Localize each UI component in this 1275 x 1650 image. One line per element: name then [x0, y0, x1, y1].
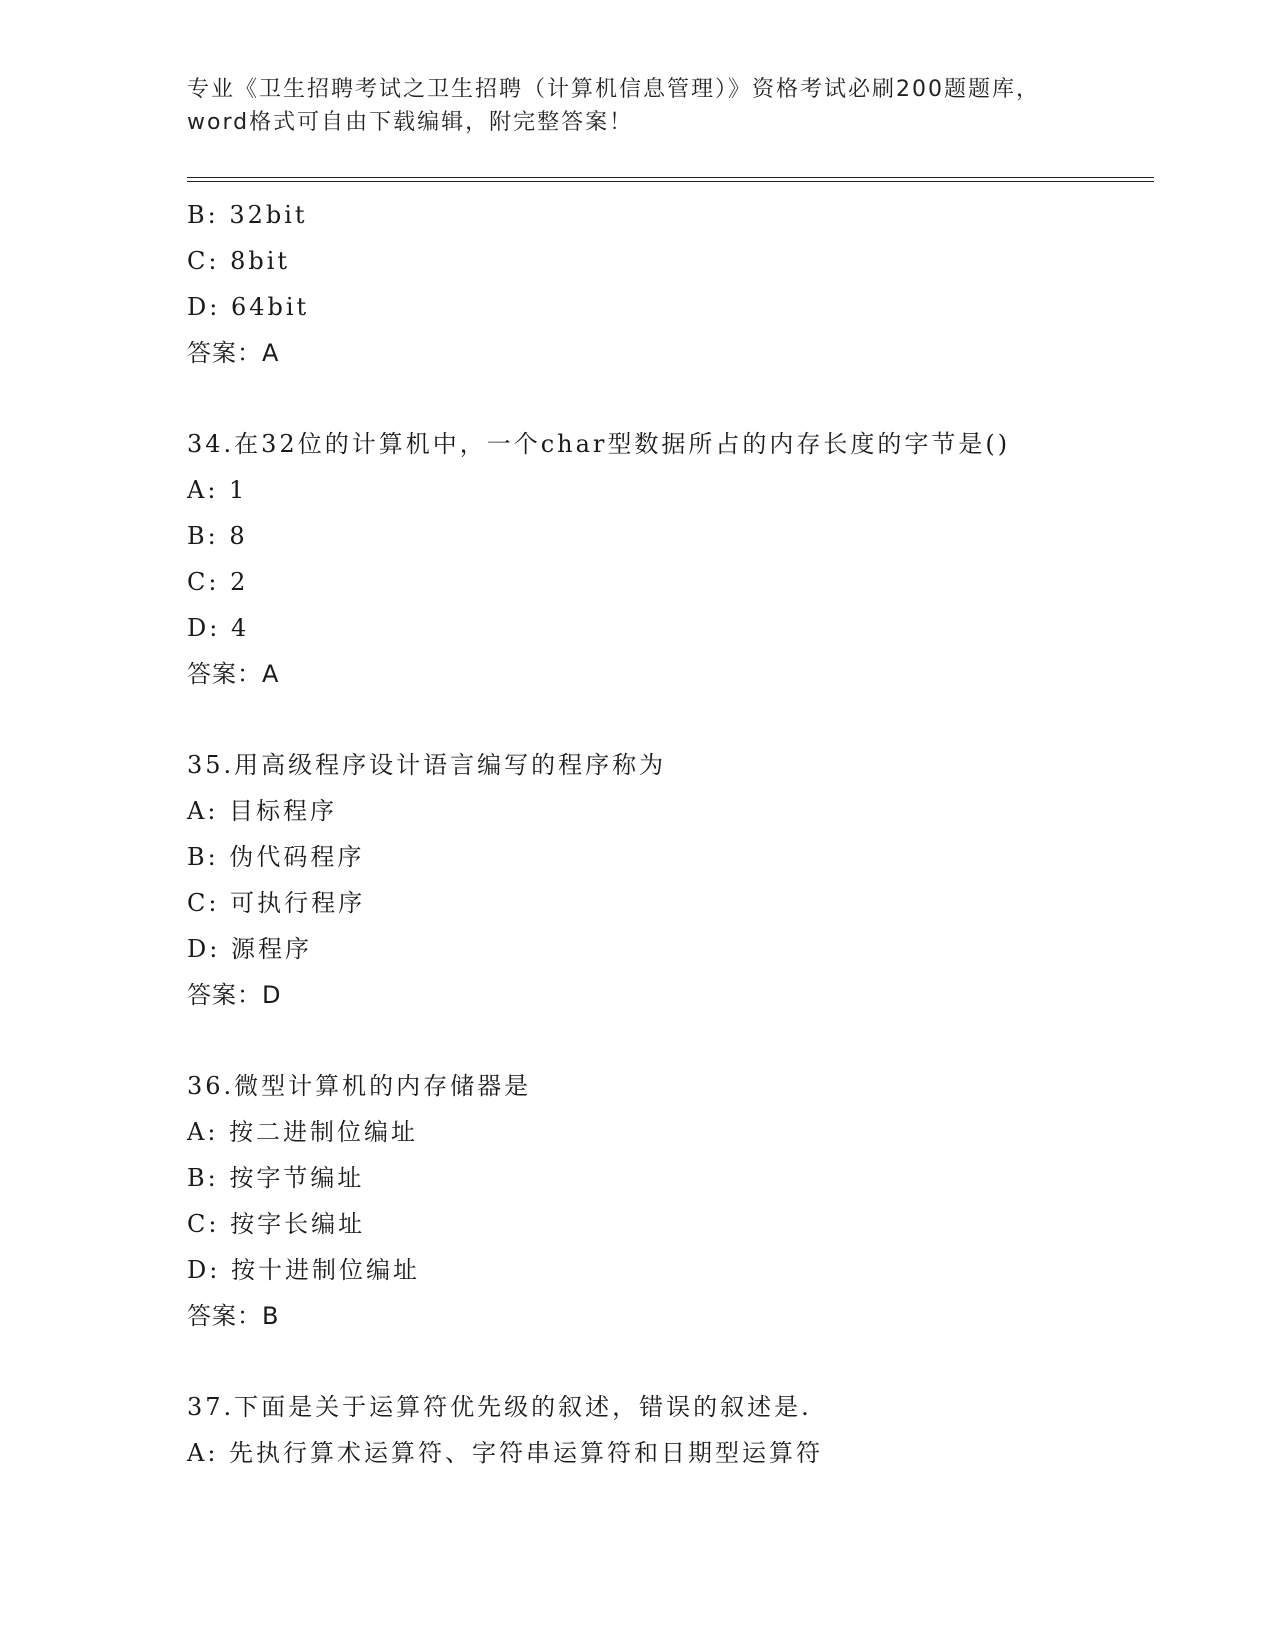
header-title-line-2: word格式可自由下载编辑，附完整答案！	[187, 110, 634, 135]
option-a: A: 1	[187, 476, 248, 504]
document-header	[187, 73, 1087, 139]
question-34	[187, 421, 1147, 697]
answer-line: 答案：A	[187, 339, 280, 367]
question-list	[187, 192, 1147, 1476]
question-stem: 34.在32位的计算机中，一个char型数据所占的内存长度的字节是()	[187, 430, 1011, 458]
option-d: D: 按十进制位编址	[187, 1256, 420, 1284]
option-d: D: 64bit	[187, 293, 310, 321]
option-b: B: 32bit	[187, 201, 308, 229]
option-a: A: 按二进制位编址	[187, 1118, 419, 1146]
answer-line: 答案：A	[187, 660, 280, 688]
answer-line: 答案：D	[187, 981, 282, 1009]
option-a: A: 先执行算术运算符、字符串运算符和日期型运算符	[187, 1439, 824, 1467]
question-stem: 37.下面是关于运算符优先级的叙述，错误的叙述是.	[187, 1393, 812, 1421]
answer-line: 答案：B	[187, 1302, 280, 1330]
question-36	[187, 1063, 1147, 1339]
option-b: B: 伪代码程序	[187, 843, 365, 871]
header-title-line-1: 专业《卫生招聘考试之卫生招聘（计算机信息管理）》资格考试必刷200题题库，	[187, 77, 1040, 102]
option-c: C: 可执行程序	[187, 889, 366, 917]
option-d: D: 源程序	[187, 935, 312, 963]
question-stem: 35.用高级程序设计语言编写的程序称为	[187, 751, 667, 779]
question-33-continued	[187, 192, 1147, 376]
option-c: C: 2	[187, 568, 249, 596]
option-c: C: 按字长编址	[187, 1210, 366, 1238]
option-b: B: 8	[187, 522, 248, 550]
question-35	[187, 742, 1147, 1018]
option-a: A: 目标程序	[187, 797, 338, 825]
option-b: B: 按字节编址	[187, 1164, 365, 1192]
header-divider	[187, 177, 1154, 182]
option-d: D: 4	[187, 614, 250, 642]
option-c: C: 8bit	[187, 247, 291, 275]
question-37	[187, 1384, 1147, 1476]
question-stem: 36.微型计算机的内存储器是	[187, 1072, 532, 1100]
